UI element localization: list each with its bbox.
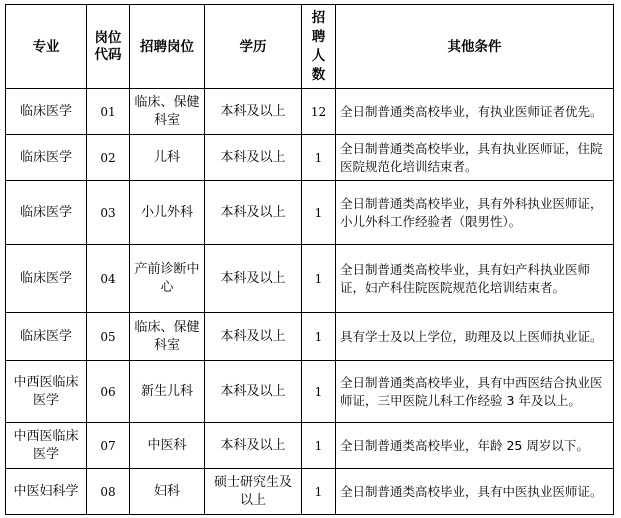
cell-code: 03 — [87, 181, 130, 245]
cell-code: 02 — [87, 135, 130, 181]
cell-position: 儿科 — [130, 135, 205, 181]
cell-count: 12 — [302, 89, 336, 135]
cell-conditions: 全日制普通类高校毕业，具有妇产科执业医师证，妇产科住院医院规范化培训结束者。 — [336, 245, 614, 313]
cell-code: 01 — [87, 89, 130, 135]
table-row — [6, 89, 614, 135]
cell-major: 临床医学 — [6, 181, 87, 245]
header-code: 岗位代码 — [87, 5, 130, 89]
table-row — [6, 313, 614, 361]
header-row — [6, 5, 614, 89]
cell-position: 妇科 — [130, 469, 205, 515]
cell-major: 临床医学 — [6, 89, 87, 135]
table-row — [6, 361, 614, 423]
cell-conditions: 全日制普通类高校毕业，具有外科执业医师证，小儿外科工作经验者（限男性）。 — [336, 181, 614, 245]
cell-code: 07 — [87, 423, 130, 469]
cell-position: 小儿外科 — [130, 181, 205, 245]
cell-education: 本科及以上 — [205, 423, 302, 469]
recruitment-table-container — [5, 4, 614, 515]
header-position: 招聘岗位 — [130, 5, 205, 89]
table-row — [6, 245, 614, 313]
cell-count: 1 — [302, 135, 336, 181]
table-row — [6, 181, 614, 245]
cell-conditions: 全日制普通类高校毕业，具有中医执业医师证。 — [336, 469, 614, 515]
cell-position: 产前诊断中心 — [130, 245, 205, 313]
cell-count: 1 — [302, 245, 336, 313]
cell-code: 08 — [87, 469, 130, 515]
cell-conditions: 全日制普通类高校毕业，年龄 25 周岁以下。 — [336, 423, 614, 469]
cell-education: 本科及以上 — [205, 181, 302, 245]
header-education: 学历 — [205, 5, 302, 89]
header-major: 专业 — [6, 5, 87, 89]
cell-major: 中西医临床医学 — [6, 423, 87, 469]
cell-education: 本科及以上 — [205, 313, 302, 361]
recruitment-table — [5, 4, 614, 515]
header-conditions: 其他条件 — [336, 5, 614, 89]
table-row — [6, 469, 614, 515]
cell-major: 临床医学 — [6, 245, 87, 313]
cell-conditions: 全日制普通类高校毕业，具有执业医师证，住院医院规范化培训结束者。 — [336, 135, 614, 181]
cell-position: 中医科 — [130, 423, 205, 469]
cell-count: 1 — [302, 361, 336, 423]
cell-code: 06 — [87, 361, 130, 423]
cell-major: 中医妇科学 — [6, 469, 87, 515]
cell-conditions: 全日制普通类高校毕业，有执业医师证者优先。 — [336, 89, 614, 135]
cell-education: 硕士研究生及以上 — [205, 469, 302, 515]
cell-education: 本科及以上 — [205, 361, 302, 423]
header-count: 招聘人数 — [302, 5, 336, 89]
cell-major: 中西医临床医学 — [6, 361, 87, 423]
cell-conditions: 全日制普通类高校毕业，具有中西医结合执业医师证，三甲医院儿科工作经验 3 年及以上。 — [336, 361, 614, 423]
cell-education: 本科及以上 — [205, 245, 302, 313]
cell-code: 04 — [87, 245, 130, 313]
cell-education: 本科及以上 — [205, 135, 302, 181]
cell-position: 临床、保健科室 — [130, 313, 205, 361]
cell-position: 新生儿科 — [130, 361, 205, 423]
cell-major: 临床医学 — [6, 313, 87, 361]
cell-code: 05 — [87, 313, 130, 361]
cell-conditions: 具有学士及以上学位，助理及以上医师执业证。 — [336, 313, 614, 361]
cell-education: 本科及以上 — [205, 89, 302, 135]
cell-count: 1 — [302, 423, 336, 469]
cell-major: 临床医学 — [6, 135, 87, 181]
cell-count: 1 — [302, 469, 336, 515]
cell-position: 临床、保健科室 — [130, 89, 205, 135]
table-row — [6, 135, 614, 181]
cell-count: 1 — [302, 313, 336, 361]
table-row — [6, 423, 614, 469]
cell-count: 1 — [302, 181, 336, 245]
